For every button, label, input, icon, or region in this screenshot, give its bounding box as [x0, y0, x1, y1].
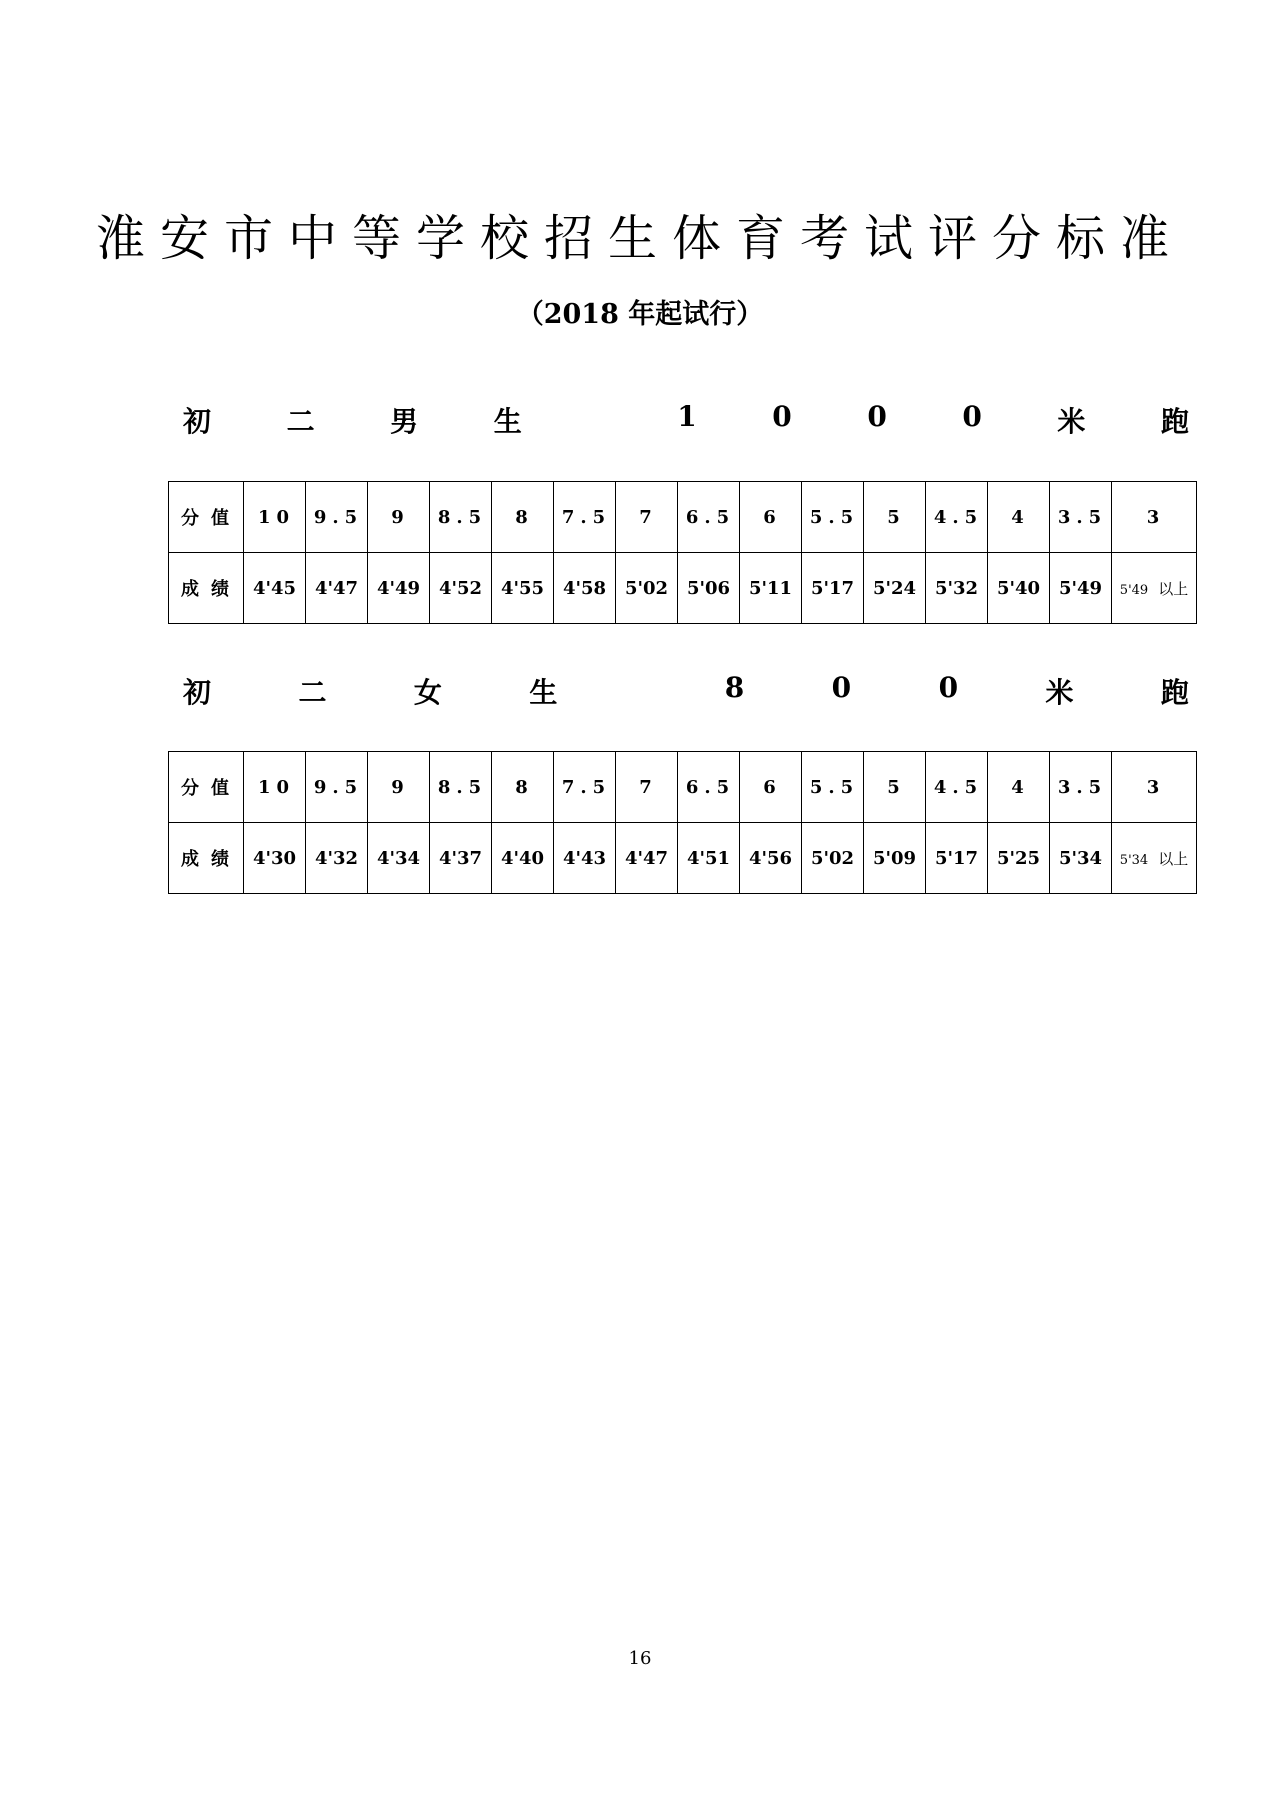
page-title: 淮安市中等学校招生体育考试评分标准: [95, 210, 1184, 267]
result-cell: 5'34: [1050, 823, 1112, 894]
heading-char: 8: [724, 671, 745, 704]
page-subtitle: （2018 年起试行）: [516, 299, 764, 330]
score-cell: 10: [244, 482, 306, 553]
score-cell: 4: [988, 482, 1050, 553]
heading-char: 米: [1057, 405, 1086, 438]
score-cell: 8.5: [430, 482, 492, 553]
score-cell: 7.5: [554, 752, 616, 823]
result-cell: 4'30: [244, 823, 306, 894]
row-label-score: 分值: [169, 482, 244, 553]
heading-char: 生: [529, 676, 558, 709]
result-cell: 4'47: [616, 823, 678, 894]
heading-char: 1: [677, 400, 697, 433]
section-heading-boys-1000m: [183, 400, 1189, 440]
heading-char: 跑: [1160, 405, 1189, 438]
last-result-suffix: 以上: [1158, 849, 1189, 868]
result-cell: 5'49: [1050, 553, 1112, 624]
result-cell: 4'43: [554, 823, 616, 894]
score-cell: 3: [1112, 482, 1197, 553]
result-cell: 4'49: [368, 553, 430, 624]
result-cell: 4'52: [430, 553, 492, 624]
result-cell: 5'02: [616, 553, 678, 624]
result-cell: 5'24: [864, 553, 926, 624]
table-row-score: [169, 482, 1197, 553]
result-cell: 5'02: [802, 823, 864, 894]
score-cell: 5.5: [802, 482, 864, 553]
result-cell: 4'32: [306, 823, 368, 894]
result-cell-last: [1112, 823, 1197, 894]
result-cell: 5'17: [802, 553, 864, 624]
heading-char: 二: [298, 676, 327, 709]
result-cell: 5'06: [678, 553, 740, 624]
result-cell: 4'58: [554, 553, 616, 624]
heading-char: 0: [938, 671, 959, 704]
result-cell: 5'17: [926, 823, 988, 894]
result-cell: 4'51: [678, 823, 740, 894]
heading-char: 0: [772, 400, 792, 433]
score-cell: 8: [492, 482, 554, 553]
result-cell: 4'37: [430, 823, 492, 894]
table-row-result: [169, 823, 1197, 894]
heading-char: 0: [962, 400, 982, 433]
heading-char: 男: [390, 405, 419, 438]
heading-char: 0: [831, 671, 852, 704]
score-cell: 5: [864, 482, 926, 553]
result-cell: 4'45: [244, 553, 306, 624]
result-cell: 5'09: [864, 823, 926, 894]
heading-char: 生: [493, 405, 522, 438]
score-cell: 6.5: [678, 482, 740, 553]
heading-char: 二: [286, 405, 315, 438]
score-table-girls-800m: [168, 751, 1197, 894]
page-number: 16: [628, 1648, 652, 1669]
result-cell: 4'47: [306, 553, 368, 624]
last-result-time: 5'34: [1119, 852, 1149, 868]
heading-char: 跑: [1160, 676, 1189, 709]
score-cell: 4.5: [926, 482, 988, 553]
score-cell: 9.5: [306, 482, 368, 553]
score-cell: 9: [368, 482, 430, 553]
score-cell: 6.5: [678, 752, 740, 823]
heading-char: 米: [1045, 676, 1074, 709]
score-cell: 7.5: [554, 482, 616, 553]
result-cell: 4'55: [492, 553, 554, 624]
result-cell: 5'32: [926, 553, 988, 624]
score-cell: 4.5: [926, 752, 988, 823]
score-cell: 5.5: [802, 752, 864, 823]
score-cell: 4: [988, 752, 1050, 823]
score-cell: 7: [616, 752, 678, 823]
result-cell: 4'34: [368, 823, 430, 894]
row-label-result: 成绩: [169, 553, 244, 624]
score-cell: 3: [1112, 752, 1197, 823]
score-cell: 5: [864, 752, 926, 823]
table-row-result: [169, 553, 1197, 624]
result-cell-last: [1112, 553, 1197, 624]
score-cell: 3.5: [1050, 482, 1112, 553]
row-label-result: 成绩: [169, 823, 244, 894]
last-result-suffix: 以上: [1158, 579, 1189, 598]
score-cell: 3.5: [1050, 752, 1112, 823]
heading-char: 初: [183, 676, 212, 709]
result-cell: 4'40: [492, 823, 554, 894]
heading-char: 0: [867, 400, 887, 433]
score-cell: 8: [492, 752, 554, 823]
result-cell: 5'11: [740, 553, 802, 624]
table-row-score: [169, 752, 1197, 823]
row-label-score: 分值: [169, 752, 244, 823]
result-cell: 5'40: [988, 553, 1050, 624]
score-cell: 10: [244, 752, 306, 823]
result-cell: 5'25: [988, 823, 1050, 894]
last-result-time: 5'49: [1119, 582, 1149, 598]
heading-char: 女: [413, 676, 442, 709]
result-cell: 4'56: [740, 823, 802, 894]
score-cell: 8.5: [430, 752, 492, 823]
score-cell: 6: [740, 482, 802, 553]
score-cell: 9: [368, 752, 430, 823]
heading-char: 初: [183, 405, 212, 438]
score-cell: 9.5: [306, 752, 368, 823]
score-table-boys-1000m: [168, 481, 1197, 624]
section-heading-girls-800m: [183, 671, 1189, 711]
score-cell: 7: [616, 482, 678, 553]
score-cell: 6: [740, 752, 802, 823]
